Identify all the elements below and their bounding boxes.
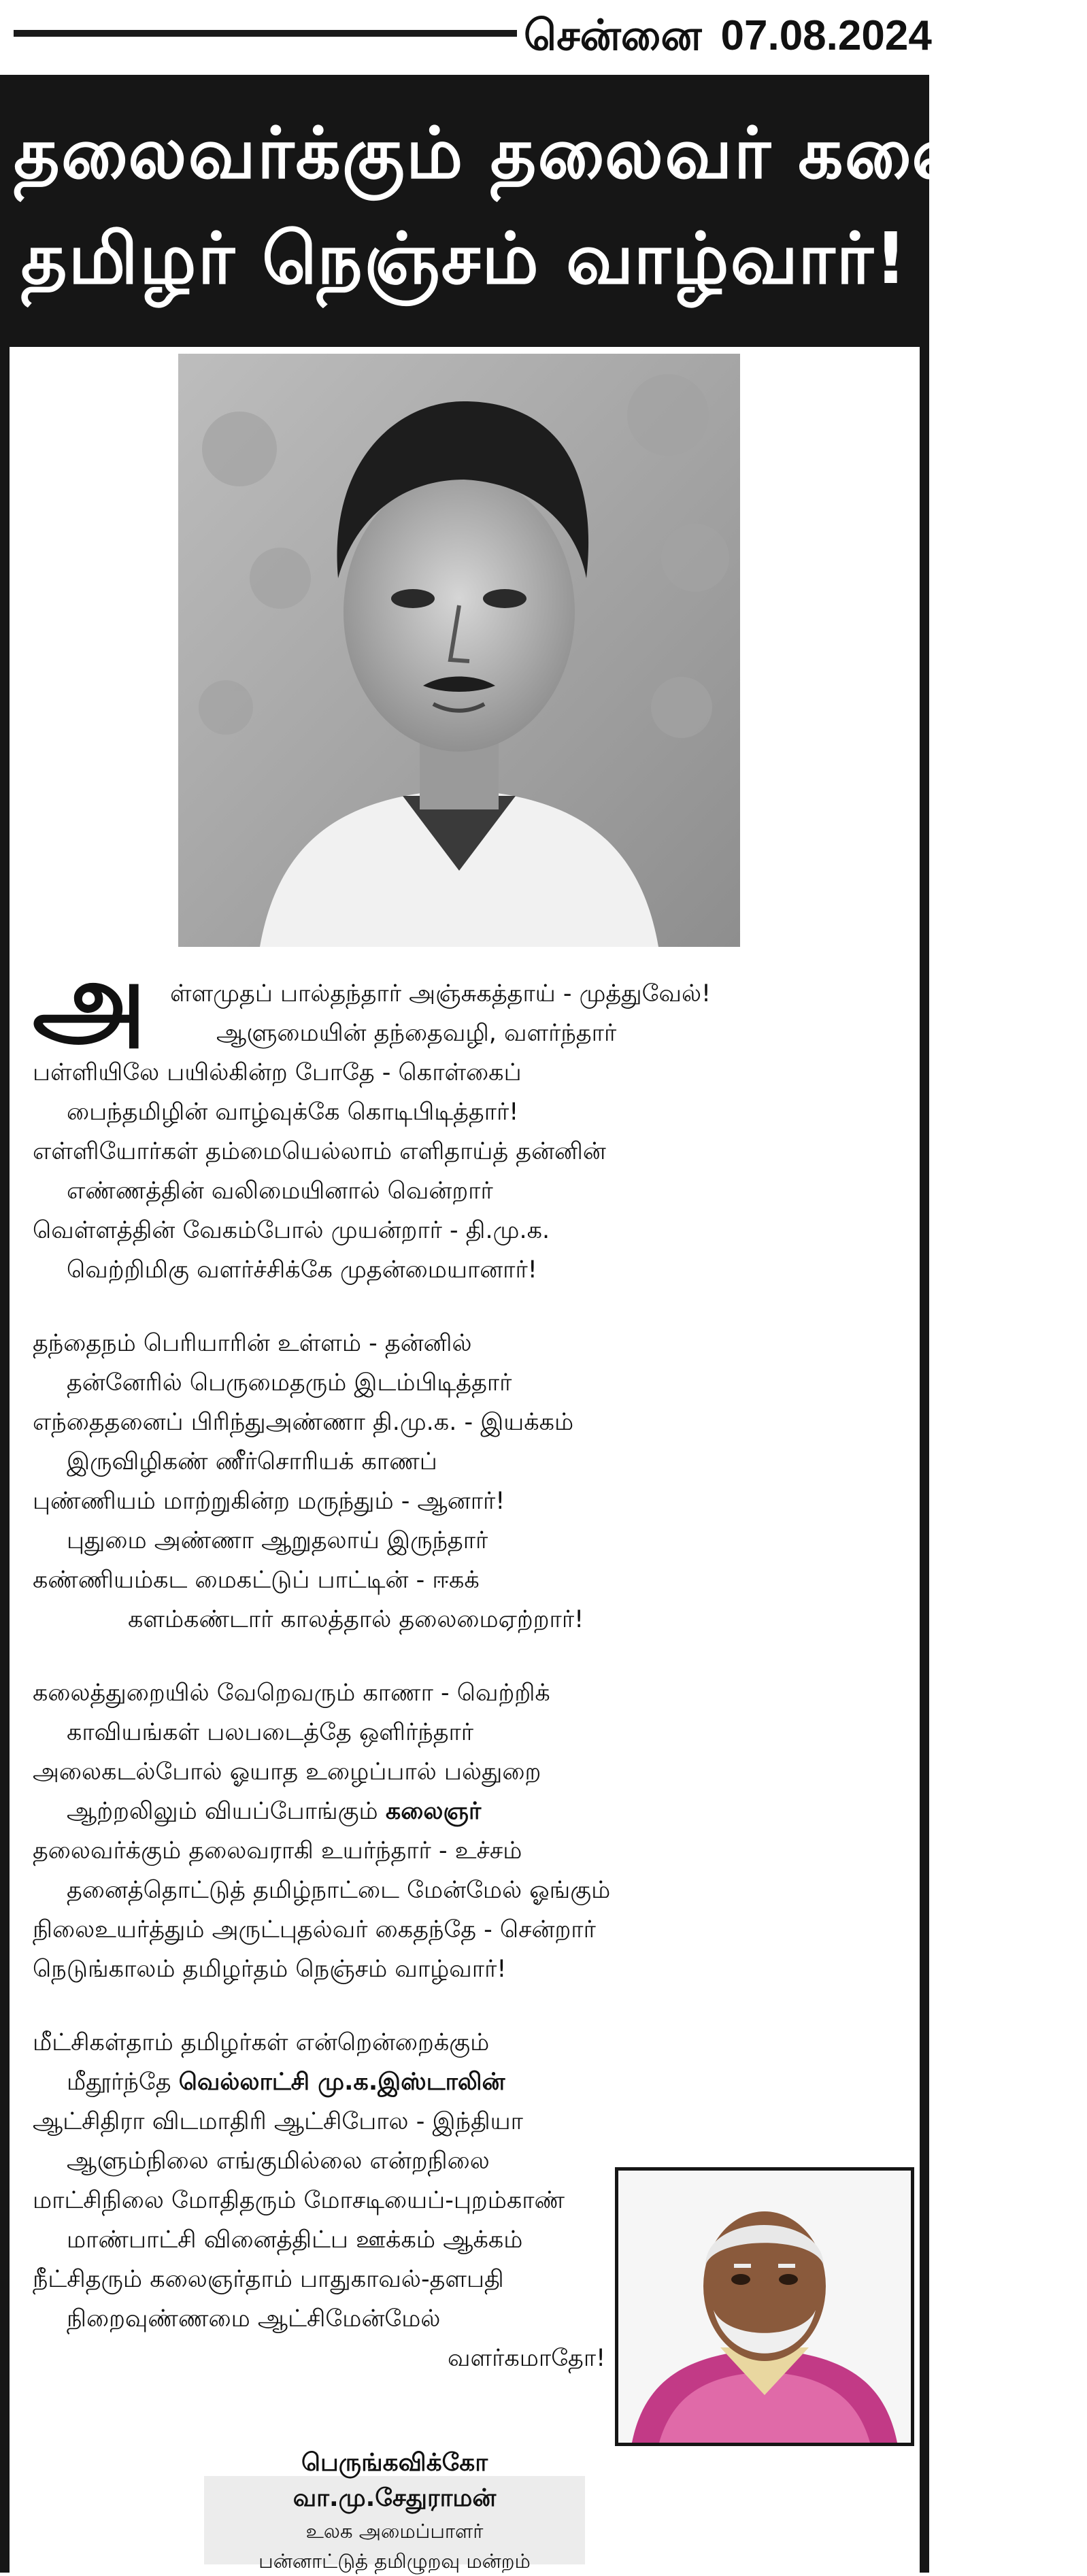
poem-line-text: மீதூர்ந்தே <box>67 2069 171 2096</box>
poem-line: மாண்பாட்சி வினைத்திட்ப ஊக்கம் ஆக்கம் <box>67 2226 523 2254</box>
date-label: 07.08.2024 <box>720 12 932 59</box>
poem-line: ஆளும்நிலை எங்குமில்லை என்றநிலை <box>67 2147 490 2175</box>
author-photo <box>615 2167 914 2446</box>
poem-line: ள்ளமுதப் பால்தந்தார் அஞ்சுகத்தாய் - முத்துவேல்! <box>170 980 712 1007</box>
author-illustration <box>618 2171 911 2443</box>
author-name: பெருங்கவிக்கோ வா.மு.சேதுராமன் <box>292 2449 497 2512</box>
poem-line: தலைவர்க்கும் தலைவராகி உயர்ந்தார் - உச்சம் <box>33 1837 522 1864</box>
headline-line-2: தமிழர் நெஞ்சம் வாழ்வார்! <box>20 217 909 300</box>
poem-line: புண்ணியம் மாற்றுகின்ற மருந்தும் - ஆனார்! <box>33 1488 505 1515</box>
poem-line: களம்கண்டார் காலத்தால் தலைமைஏற்றார்! <box>128 1606 584 1633</box>
headline-line-1: தலைவர்க்கும் தலைவர் கலைஞர் <box>14 112 1087 195</box>
poem-line: மீட்சிகள்தாம் தமிழர்கள் என்றென்றைக்கும் <box>33 2029 490 2056</box>
poem-line <box>67 1795 481 1828</box>
poem-emphasis: கலைஞர் <box>385 1798 482 1825</box>
frame-right-border <box>920 347 929 2573</box>
masthead-rule <box>14 30 517 37</box>
poem-line: ஆட்சிதிரா விடமாதிரி ஆட்சிபோல - இந்தியா <box>33 2108 523 2135</box>
poem-line: தன்னேரில் பெருமைதரும் இடம்பிடித்தார் <box>67 1369 512 1396</box>
poem-line: வெள்ளத்தின் வேகம்போல் முயன்றார் - தி.மு.க. <box>33 1217 550 1244</box>
author-title: உலக அமைப்பாளர் <box>305 2520 484 2543</box>
drop-cap: அ <box>33 941 146 1059</box>
poem-line: நிறைவுண்ணமை ஆட்சிமேன்மேல் <box>67 2305 441 2332</box>
poem-line: வெற்றிமிகு வளர்ச்சிக்கே முதன்மையானார்! <box>67 1256 537 1284</box>
portrait-photo <box>178 354 740 947</box>
poem-line: எள்ளியோர்கள் தம்மையெல்லாம் எளிதாய்த் தன்னின் <box>33 1138 606 1165</box>
poem-line: நெடுங்காலம் தமிழர்தம் நெஞ்சம் வாழ்வார்! <box>33 1956 507 1983</box>
poem-line: பள்ளியிலே பயில்கின்ற போதே - கொள்கைப் <box>33 1059 522 1086</box>
poem-line: ஆளுமையின் தந்தைவழி, வளர்ந்தார் <box>216 1020 617 1047</box>
poem-line: எண்ணத்தின் வலிமையினால் வென்றார் <box>67 1177 493 1205</box>
poem-line: நீட்சிதரும் கலைஞர்தாம் பாதுகாவல்-தளபதி <box>33 2266 504 2293</box>
poem-emphasis: வெல்லாட்சி மு.க.இஸ்டாலின் <box>178 2069 505 2096</box>
author-organization: பன்னாட்டுத் தமிழுறவு மன்றம் <box>258 2549 531 2573</box>
poem-line: மாட்சிநிலை மோதிதரும் மோசடியைப்-புறம்காண் <box>33 2187 565 2214</box>
dateline <box>524 5 932 67</box>
poem-line: கலைத்துறையில் வேறெவரும் காணா - வெற்றிக் <box>33 1679 550 1707</box>
poem-line: எந்தைதனைப் பிரிந்துஅண்ணா தி.மு.க. - இயக்கம் <box>33 1409 574 1436</box>
poem-line: பைந்தமிழின் வாழ்வுக்கே கொடிபிடித்தார்! <box>67 1099 519 1126</box>
masthead <box>0 0 932 75</box>
poem-line: அலைகடல்போல் ஓயாத உழைப்பால் பல்துறை <box>33 1758 541 1786</box>
poem-line <box>67 2066 505 2098</box>
poem-line: புதுமை அண்ணா ஆறுதலாய் இருந்தார் <box>67 1527 488 1554</box>
poem-line: தந்தைநம் பெரியாரின் உள்ளம் - தன்னில் <box>33 1330 472 1357</box>
poem-line: வளர்கமாதோ! <box>448 2345 606 2372</box>
poem-line: தனைத்தொட்டுத் தமிழ்நாட்டை மேன்மேல் ஓங்கும் <box>67 1877 611 1904</box>
poem-line-text: ஆற்றலிலும் வியப்போங்கும் <box>67 1798 378 1825</box>
poem-line: நிலைஉயர்த்தும் அருட்புதல்வர் கைதந்தே - சென்றார் <box>33 1916 596 1943</box>
poem-line: காவியங்கள் பலபடைத்தே ஒளிர்ந்தார் <box>67 1719 474 1746</box>
frame-left-border <box>0 347 10 2573</box>
city-label: சென்னை <box>524 12 702 59</box>
portrait-illustration <box>178 354 740 947</box>
author-credit <box>204 2445 585 2576</box>
poem-line: இருவிழிகண் ணீர்சொரியக் காணப் <box>67 1448 437 1475</box>
poem-line: கண்ணியம்கட மைகட்டுப் பாட்டின் - ஈகக் <box>33 1567 480 1594</box>
